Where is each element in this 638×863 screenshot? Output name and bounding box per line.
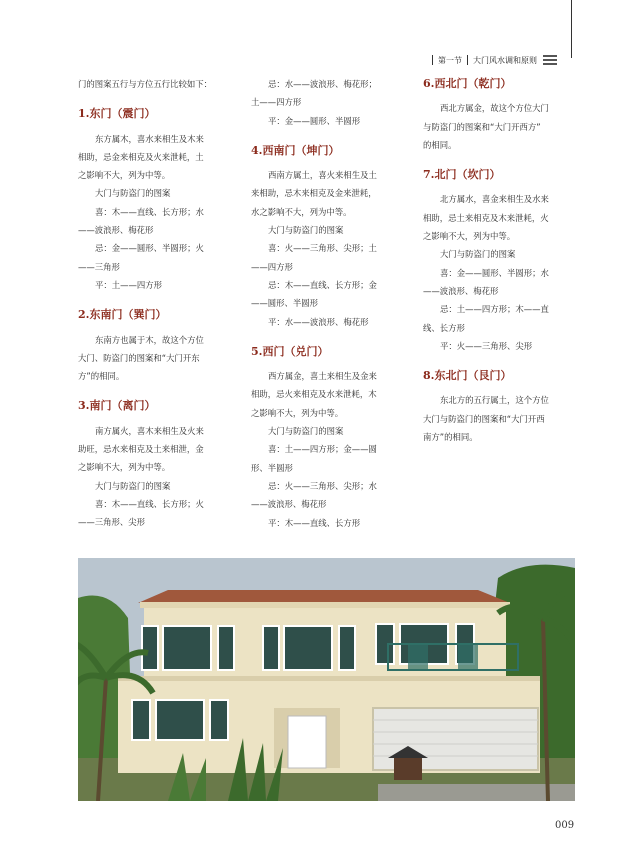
header-lines-icon bbox=[543, 55, 557, 65]
body-line: 的相同。 bbox=[423, 139, 457, 150]
subheading: 大门与防盗门的图案 bbox=[268, 426, 344, 437]
section-heading: 2.东南门（巽门） bbox=[78, 308, 167, 322]
text-column-2 bbox=[251, 75, 411, 532]
taboo-line: ——圆形、半圆形 bbox=[251, 298, 318, 309]
text-column-3 bbox=[423, 75, 588, 446]
taboo-line: 忌：火——三角形、尖形；水 bbox=[268, 480, 377, 491]
auspicious-line: 喜：金——圆形、半圆形；水 bbox=[440, 267, 549, 278]
neutral-line: 平：火——三角形、尖形 bbox=[440, 340, 533, 351]
neutral-line: 平：土——四方形 bbox=[95, 279, 162, 290]
header-divider bbox=[467, 55, 468, 65]
taboo-line: 线、长方形 bbox=[423, 322, 465, 333]
body-line: 与防盗门的图案和“大门开西方” bbox=[423, 121, 541, 132]
taboo-line: 忌：金——圆形、半圆形；火 bbox=[95, 243, 204, 254]
section-heading: 7.北门（坎门） bbox=[423, 168, 501, 182]
taboo-line: ——三角形 bbox=[78, 261, 120, 272]
body-line: 东方属木，喜水来相生及木来 bbox=[95, 133, 204, 144]
taboo-line: 土——四方形 bbox=[251, 97, 302, 108]
body-line: 来相助，忌木来相克及金来泄耗， bbox=[251, 188, 377, 199]
body-line: 东北方的五行属土，这个方位 bbox=[440, 395, 549, 406]
auspicious-line: 喜：火——三角形、尖形；土 bbox=[268, 243, 377, 254]
auspicious-line: 形、半圆形 bbox=[251, 462, 293, 473]
auspicious-line: 喜：木——直线、长方形；水 bbox=[95, 206, 204, 217]
body-line: 相助，忌土来相克及木来泄耗，火 bbox=[423, 212, 549, 223]
section-heading: 1.东门（震门） bbox=[78, 107, 156, 121]
body-line: 西方属金，喜土来相生及金来 bbox=[268, 371, 377, 382]
auspicious-line: 喜：木——直线、长方形；火 bbox=[95, 498, 204, 509]
villa-illustration bbox=[78, 558, 575, 801]
auspicious-line: ——波浪形、梅花形 bbox=[423, 285, 499, 296]
subheading: 大门与防盗门的图案 bbox=[95, 480, 171, 491]
taboo-line: 忌：水——波浪形、梅花形； bbox=[268, 79, 377, 89]
body-line: 之影响不大，列为中等。 bbox=[423, 231, 516, 242]
subheading: 大门与防盗门的图案 bbox=[268, 225, 344, 236]
body-line: 相助，忌金来相克及火来泄耗，土 bbox=[78, 151, 204, 162]
taboo-line: 忌：土——四方形；木——直 bbox=[440, 304, 549, 315]
section-heading: 8.东北门（艮门） bbox=[423, 369, 512, 383]
section-heading: 3.南门（离门） bbox=[78, 399, 156, 413]
taboo-line: ——波浪形、梅花形 bbox=[251, 499, 327, 510]
body-line: 大门、防盗门的图案和“大门开东 bbox=[78, 352, 200, 363]
neutral-line: 平：水——波浪形、梅花形 bbox=[268, 316, 369, 327]
running-header bbox=[427, 53, 591, 67]
auspicious-line: ——四方形 bbox=[251, 261, 293, 272]
intro-line: 门的图案五行与方位五行比较如下： bbox=[78, 79, 212, 89]
header-divider bbox=[432, 55, 433, 65]
section-heading: 6.西北门（乾门） bbox=[423, 77, 512, 90]
body-line: 水之影响不大，列为中等。 bbox=[251, 206, 352, 217]
body-line: 助旺，忌水来相克及土来相泄，金 bbox=[78, 444, 204, 455]
header-title: 大门风水调和原则 bbox=[473, 55, 537, 65]
body-line: 相助，忌火来相克及水来泄耗，木 bbox=[251, 389, 377, 400]
body-line: 之影响不大，列为中等。 bbox=[78, 462, 171, 473]
neutral-line: 平：木——直线、长方形 bbox=[268, 517, 361, 528]
auspicious-line: ——三角形、尖形 bbox=[78, 517, 145, 528]
section-heading: 5.西门（兑门） bbox=[251, 344, 329, 358]
body-line: 南方属火，喜木来相生及火来 bbox=[95, 425, 204, 436]
body-line: 之影响不大，列为中等。 bbox=[251, 407, 344, 418]
subheading: 大门与防盗门的图案 bbox=[440, 249, 516, 260]
taboo-line: 忌：木——直线、长方形；金 bbox=[268, 279, 377, 290]
body-line: 方”的相同。 bbox=[78, 371, 125, 382]
body-line: 之影响不大，列为中等。 bbox=[78, 170, 171, 181]
body-line: 大门与防盗门的图案和“大门开西 bbox=[423, 413, 545, 424]
neutral-line: 平：金——圆形、半圆形 bbox=[268, 115, 361, 126]
header-section: 第一节 bbox=[438, 55, 462, 65]
body-line: 南方”的相同。 bbox=[423, 432, 478, 443]
subheading: 大门与防盗门的图案 bbox=[95, 188, 171, 199]
text-column-1 bbox=[78, 75, 238, 532]
body-line: 东南方也属于木，故这个方位 bbox=[95, 334, 204, 345]
page-number: 009 bbox=[555, 820, 575, 831]
villa-photo bbox=[78, 558, 575, 801]
margin-rule bbox=[571, 0, 572, 58]
body-line: 北方属水，喜金来相生及水来 bbox=[440, 194, 549, 205]
section-heading: 4.西南门（坤门） bbox=[251, 143, 340, 157]
auspicious-line: ——波浪形、梅花形 bbox=[78, 225, 154, 236]
auspicious-line: 喜：土——四方形；金——圆 bbox=[268, 444, 377, 455]
body-line: 西南方属土，喜火来相生及土 bbox=[268, 170, 377, 181]
body-line: 西北方属金，故这个方位大门 bbox=[440, 103, 549, 114]
